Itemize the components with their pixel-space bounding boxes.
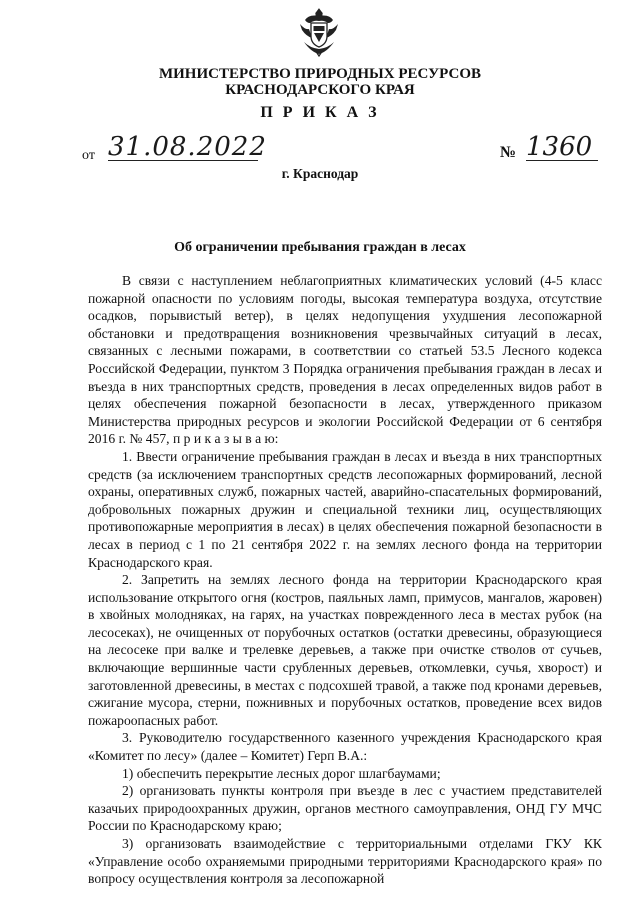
- ministry-name-line1: МИНИСТЕРСТВО ПРИРОДНЫХ РЕСУРСОВ: [158, 66, 482, 82]
- document-title: Об ограничении пребывания граждан в лесах: [174, 240, 466, 255]
- document-body: [88, 272, 602, 888]
- order-date: 31.08.2022: [108, 132, 267, 162]
- order-heading: П Р И К А З: [260, 104, 380, 121]
- body-paragraph-item-3: 3. Руководителю государственного казенного учреждения Краснодарского края «Комитет по лесу» (далее – Комитет) Герп В.А.:: [88, 730, 602, 764]
- number-prefix: №: [500, 144, 517, 161]
- body-paragraph-preamble: В связи с наступлением неблагоприятных климатических условий (4-5 класс пожарной опасности по условиям погоды, высокая температура воздуха, отсутствие осадков, порывистый ветер), в целях недопущения ухудшения лесопожарной обстановки и предотвращения возникновения чрезвычайных ситуаций в лесах, связанных с лесными пожарами, в соответствии со статьей 53.5 Лесного кодекса Российской Федерации, пунктом 3 Порядка ограничения пребывания граждан в лесах и въезда в них транспортных средств, проведения в лесах определенных видов работ в целях обеспечения пожарной безопасности в лесах, утвержденного приказом Министерства природных ресурсов и экологии Российской Федерации от 6 сентября 2016 г. № 457, п р и к а з ы в а ю:: [88, 273, 602, 447]
- body-subitem-3-1: 1) обеспечить перекрытие лесных дорог шлагбаумами;: [122, 765, 441, 781]
- body-subitem-3-3: 3) организовать взаимодействие с территориальными отделами ГКУ КК «Управление особо охраняемыми природными территориями Краснодарского края» по вопросу осуществления контроля за лесопожарной: [88, 836, 602, 887]
- body-paragraph-item-1: 1. Ввести ограничение пребывания граждан в лесах и въезда в них транспортных средств (за исключением транспортных средств лесопожарных формирований, лесной охраны, оперативных служб, пожарных частей, аварийно-спасательных формирований, добровольных пожарных дружин и специальной техники лиц, осуществляющих противопожарные мероприятия в лесах) в целях обеспечения пожарной безопасности в лесах в период с 1 по 21 сентября 2022 г. на землях лесного фонда на территории Краснодарского края.: [88, 448, 602, 570]
- ministry-name-line2: КРАСНОДАРСКОГО КРАЯ: [225, 82, 415, 98]
- body-paragraph-item-2: 2. Запретить на землях лесного фонда на территории Краснодарского края использование открытого огня (костров, паяльных ламп, примусов, мангалов, жаровен) в хвойных молодняках, на гарях, на участках поврежденного леса в местах рубок (на лесосеках), не очищенных от порубочных остатков (остатки древесины, образующиеся на лесосеке при валке и трелевке деревьев, а также при очистке стволов от сучьев, включающие вершинные части срубленных деревьев, откомлевки, сучья, хворост) и заготовленной древесины, в местах с подсохшей травой, а также под кронами деревьев, сжигание мусора, стерни, пожнивных и порубочных остатков, проведение всех видов пожароопасных работ.: [88, 572, 602, 728]
- body-subitem-3-2: 2) организовать пункты контроля при въезде в лес с участием представителей казачьих природоохранных дружин, органов местного самоуправления, ОНД ГУ МЧС России по Краснодарскому краю;: [88, 783, 602, 834]
- city-line: г. Краснодар: [281, 166, 359, 181]
- date-prefix: от: [82, 148, 95, 163]
- order-number: 1360: [526, 134, 598, 161]
- coat-of-arms-emblem: [296, 6, 342, 58]
